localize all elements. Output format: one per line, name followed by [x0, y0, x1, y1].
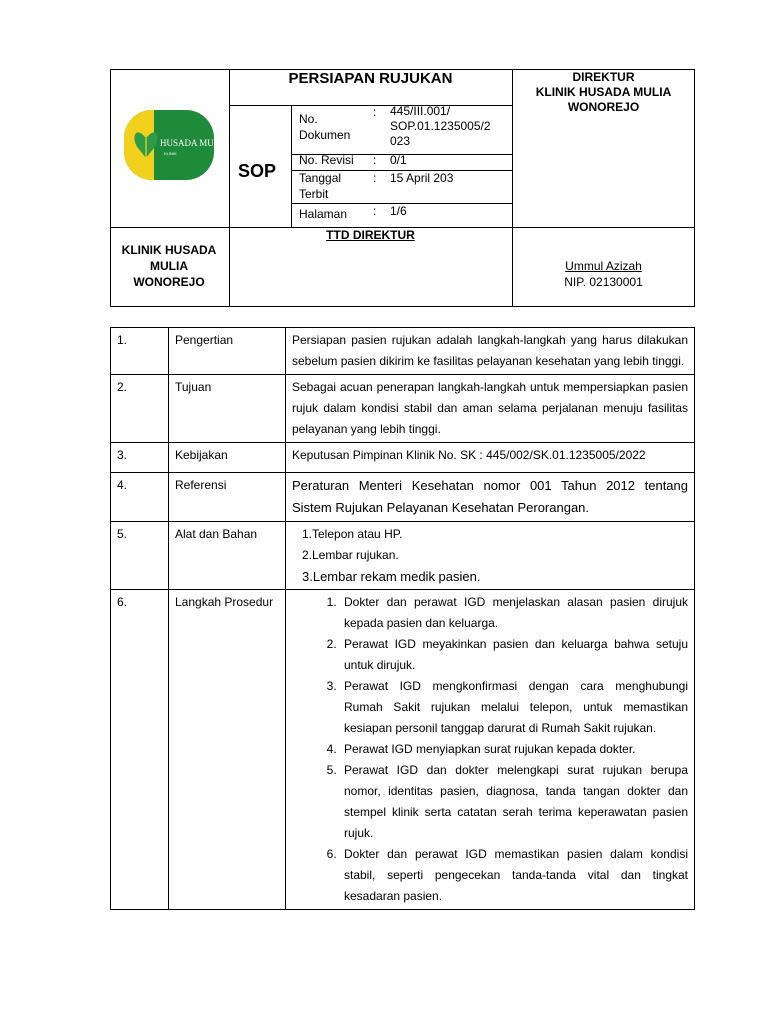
row-label: Referensi	[169, 473, 286, 522]
row-label: Alat dan Bahan	[169, 522, 286, 590]
table-row	[111, 375, 695, 443]
director-block	[512, 70, 695, 115]
clinic-name-line1: KLINIK HUSADA	[121, 243, 217, 257]
row-items	[286, 522, 695, 590]
procedure-steps	[292, 592, 688, 907]
rev-sep: :	[373, 153, 377, 167]
rev-value: 0/1	[390, 153, 407, 167]
row-text: Peraturan Menteri Kesehatan nomor 001 Tahun 2012 tentang Sistem Rujukan Pelayanan Kesehatan Perorangan.	[286, 473, 695, 522]
list-item: 5. Perawat IGD dan dokter melengkapi surat rujukan berupa nomor, identitas pasien, diagnosa, tanda tangan dokter dan stempel klinik serta catatan serah terima keperawatan pasien rujuk.	[340, 760, 688, 844]
page-sep: :	[373, 204, 377, 218]
date-value: 15 April 203	[390, 171, 454, 185]
list-item: 1. Dokter dan perawat IGD menjelaskan alasan pasien dirujuk kepada pasien dan keluarga.	[340, 592, 688, 634]
date-sep: :	[373, 171, 377, 185]
row-label: Tujuan	[169, 375, 286, 443]
row-number: 6.	[111, 590, 169, 910]
row-number: 1.	[111, 328, 169, 375]
table-row	[111, 473, 695, 522]
director-line3: WONOREJO	[567, 100, 640, 114]
page-label: Halaman	[299, 207, 348, 221]
table-row	[111, 443, 695, 473]
doc-no-sep: :	[373, 105, 377, 119]
list-item: 3. Perawat IGD mengkonfirmasi dengan cara menghubungi Rumah Sakit rujukan melalui telepon, untuk memastikan kesiapan personil tanggap darurat di Rumah Sakit rujukan.	[340, 676, 688, 739]
clinic-name-line3: WONOREJO	[133, 275, 205, 289]
list-item: 1.Telepon atau HP.	[302, 527, 403, 541]
row-steps	[286, 590, 695, 910]
date-label: Tanggal Terbit	[299, 171, 342, 201]
list-item: 2.Lembar rujukan.	[302, 548, 399, 562]
ttd-label: TTD DIREKTUR	[326, 228, 415, 242]
row-label: Kebijakan	[169, 443, 286, 473]
rev-label: No. Revisi	[299, 153, 354, 167]
list-item: 2. Perawat IGD meyakinkan pasien dan keluarga bahwa setuju untuk dirujuk.	[340, 634, 688, 676]
row-text: Sebagai acuan penerapan langkah-langkah untuk mempersiapkan pasien rujuk dalam kondisi stabil dan aman selama perjalanan menuju fasilitas pelayanan yang lebih tinggi.	[286, 375, 695, 443]
director-nip: NIP. 02130001	[564, 275, 643, 289]
row-number: 3.	[111, 443, 169, 473]
director-line1: DIREKTUR	[572, 70, 635, 84]
logo-text: HUSADA MULIA	[160, 138, 229, 148]
row-text: Persiapan pasien rujukan adalah langkah-langkah yang harus dilakukan sebelum pasien dikirim ke fasilitas pelayanan kesehatan yang lebih tinggi.	[286, 328, 695, 375]
list-item: 6. Dokter dan perawat IGD memastikan pasien dalam kondisi stabil, seperti pengecekan tanda-tanda vital dan tingkat kesadaran pasien.	[340, 844, 688, 907]
logo-sub: KLINIK	[164, 151, 177, 156]
sop-label: SOP	[238, 161, 277, 181]
row-text: Keputusan Pimpinan Klinik No. SK : 445/002/SK.01.1235005/2022	[286, 443, 695, 473]
table-row	[111, 590, 695, 910]
procedure-table	[110, 327, 695, 910]
clinic-name-line2: MULIA	[150, 259, 188, 273]
page-value: 1/6	[390, 204, 407, 218]
doc-no-value: 445/III.001/ SOP.01.1235005/2 023	[390, 104, 491, 148]
director-name: Ummul Azizah	[565, 259, 642, 273]
row-label: Pengertian	[169, 328, 286, 375]
doc-no-label: No. Dokumen	[299, 112, 351, 142]
clinic-logo	[124, 110, 229, 180]
list-item: 4. Perawat IGD menyiapkan surat rujukan kepada dokter.	[340, 739, 688, 760]
row-label: Langkah Prosedur	[169, 590, 286, 910]
row-number: 2.	[111, 375, 169, 443]
row-number: 5.	[111, 522, 169, 590]
table-row	[111, 522, 695, 590]
director-line2: KLINIK HUSADA MULIA	[535, 85, 672, 99]
list-item: 3.Lembar rekam medik pasien.	[302, 569, 481, 584]
row-number: 4.	[111, 473, 169, 522]
table-row	[111, 328, 695, 375]
clinic-name	[110, 242, 228, 290]
page-title: PERSIAPAN RUJUKAN	[288, 70, 453, 87]
